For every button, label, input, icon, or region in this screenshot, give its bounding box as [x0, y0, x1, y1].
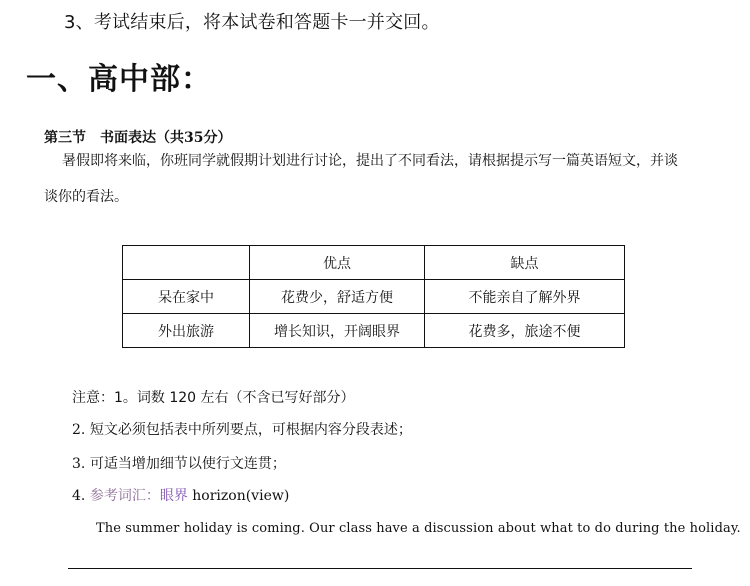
table-header-cell	[123, 246, 250, 280]
table-row	[123, 280, 625, 314]
table-header-cell: 缺点	[425, 246, 625, 280]
note-3	[72, 454, 286, 474]
note-number: 3	[72, 456, 81, 472]
writing-prompt-line-1: 暑假即将来临，你班同学就假期计划进行讨论，提出了不同看法，请根据提示写一篇英语短文，并谈	[62, 153, 678, 169]
table-cell: 不能亲自了解外界	[425, 280, 625, 314]
table-cell: 外出旅游	[123, 314, 250, 348]
table-cell: 增长知识，开阔眼界	[250, 314, 425, 348]
table-cell: 呆在家中	[123, 280, 250, 314]
essay-opening-sentence: The summer holiday is coming. Our class have a discussion about what to do during the holiday.	[96, 521, 741, 536]
note-number: 2	[72, 422, 81, 438]
answer-line	[68, 568, 692, 569]
note-text: . 短文必须包括表中所列要点，可根据内容分段表述；	[80, 422, 412, 438]
note-text: . 可适当增加细节以使行文连贯；	[80, 456, 286, 472]
table-header-cell: 优点	[250, 246, 425, 280]
table-cell: 花费多，旅途不便	[425, 314, 625, 348]
note-2	[72, 420, 412, 440]
table-header-row	[123, 246, 625, 280]
note-1: 注意：1。词数 120 左右（不含已写好部分）	[72, 390, 355, 406]
writing-task-heading: 第三节 书面表达（共35分）	[44, 130, 232, 146]
reference-term-cn: 眼界	[159, 488, 188, 504]
writing-prompt-line-2: 谈你的看法。	[44, 189, 128, 205]
reference-term-en: horizon(view)	[187, 488, 290, 504]
reference-vocab-label: 参考词汇：	[89, 488, 160, 504]
table-row	[123, 314, 625, 348]
note-number: 4	[72, 488, 81, 504]
exam-instruction-3: 3、考试结束后，将本试卷和答题卡一并交回。	[64, 12, 440, 33]
note-separator: .	[80, 488, 90, 504]
table-cell: 花费少，舒适方便	[250, 280, 425, 314]
section-heading: 一、高中部：	[26, 62, 212, 97]
note-4	[72, 486, 289, 506]
comparison-table	[122, 245, 625, 348]
